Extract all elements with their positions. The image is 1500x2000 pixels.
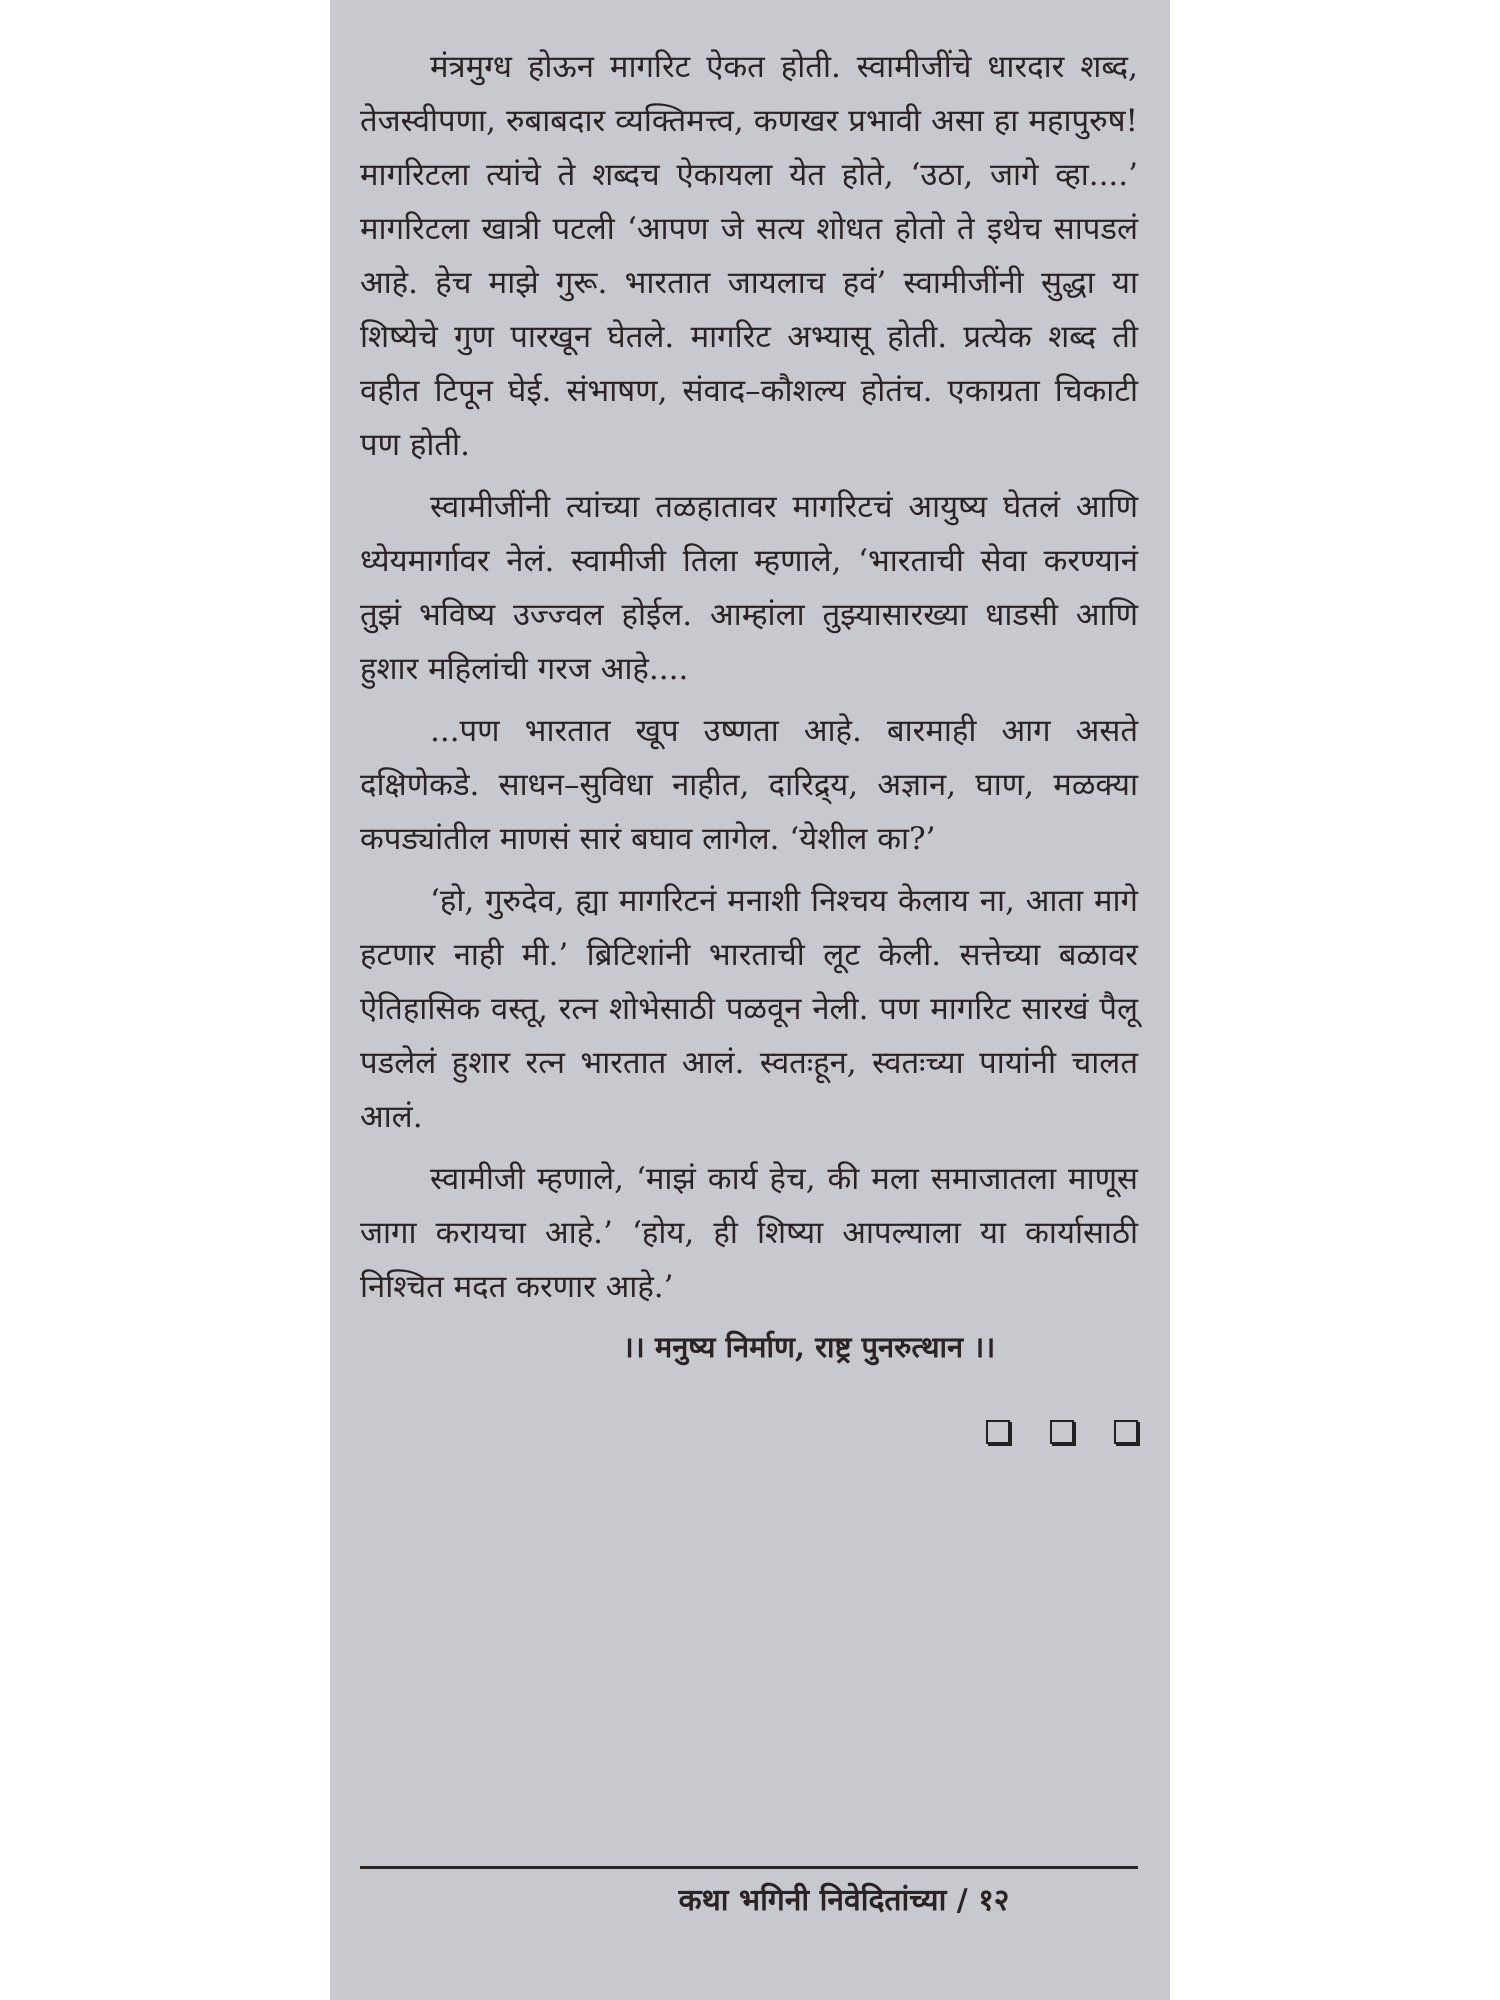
square-bullet-icon	[1114, 1420, 1138, 1444]
paragraph-5: स्वामीजी म्हणाले, ‘माझं कार्य हेच, की मला समाजातला माणूस जागा करायचा आहे.’ ‘होय, ही शिष्या आपल्याला या कार्यासाठी निश्चित मदत करणार आहे.’	[360, 1161, 1138, 1305]
page-footer: कथा भगिनी निवेदितांच्या / १२	[678, 1883, 1010, 1918]
square-bullet-icon	[986, 1420, 1010, 1444]
footer-divider	[360, 1866, 1138, 1869]
paragraph-4: ‘हो, गुरुदेव, ह्या मागरिटनं मनाशी निश्चय केलाय ना, आता मागे हटणार नाही मी.’ ब्रिटिशांनी भारताची लूट केली. सत्तेच्या बळावर ऐतिहासिक वस्तू, रत्न शोभेसाठी पळवून नेली. पण मागरिट सारखं पैलू पडलेलं हुशार रत्न भारतात आलं. स्वतःहून, स्वतःच्या पायांनी चालत आलं.	[360, 883, 1138, 1135]
book-page	[330, 0, 1170, 2000]
paragraph-3: ...पण भारतात खूप उष्णता आहे. बारमाही आग असते दक्षिणेकडे. साधन–सुविधा नाहीत, दारिद्र्य, अज्ञान, घाण, मळक्या कपड्यांतील माणसं सारं बघाव लागेल. ‘येशील का?’	[360, 713, 1138, 857]
page-content	[360, 40, 1138, 1372]
paragraph-1: मंत्रमुग्ध होऊन मागरिट ऐकत होती. स्वामीजींचे धारदार शब्द, तेजस्वीपणा, रुबाबदार व्यक्तिमत्त्व, कणखर प्रभावी असा हा महापुरुष! मागरिटला त्यांचे ते शब्दच ऐकायला येत होते, ‘उठा, जागे व्हा....’ मागरिटला खात्री पटली ‘आपण जे सत्य शोधत होतो ते इथेच सापडलं आहे. हेच माझे गुरू. भारतात जायलाच हवं’ स्वामीजींनी सुद्धा या शिष्येचे गुण पारखून घेतले. मागरिट अभ्यासू होती. प्रत्येक शब्द ती वहीत टिपून घेई. संभाषण, संवाद–कौशल्य होतंच. एकाग्रता चिकाटी पण होती.	[360, 49, 1138, 463]
motto-line: ।। मनुष्य निर्माण, राष्ट्र पुनरुत्थान ।।	[622, 1330, 996, 1364]
square-bullet-icon	[1050, 1420, 1074, 1444]
section-end-marks	[986, 1420, 1138, 1444]
paragraph-2: स्वामीजींनी त्यांच्या तळहातावर मागरिटचं आयुष्य घेतलं आणि ध्येयमार्गावर नेलं. स्वामीजी तिला म्हणाले, ‘भारताची सेवा करण्यानं तुझं भविष्य उज्ज्वल होईल. आम्हांला तुझ्यासारख्या धाडसी आणि हुशार महिलांची गरज आहे....	[360, 489, 1138, 687]
